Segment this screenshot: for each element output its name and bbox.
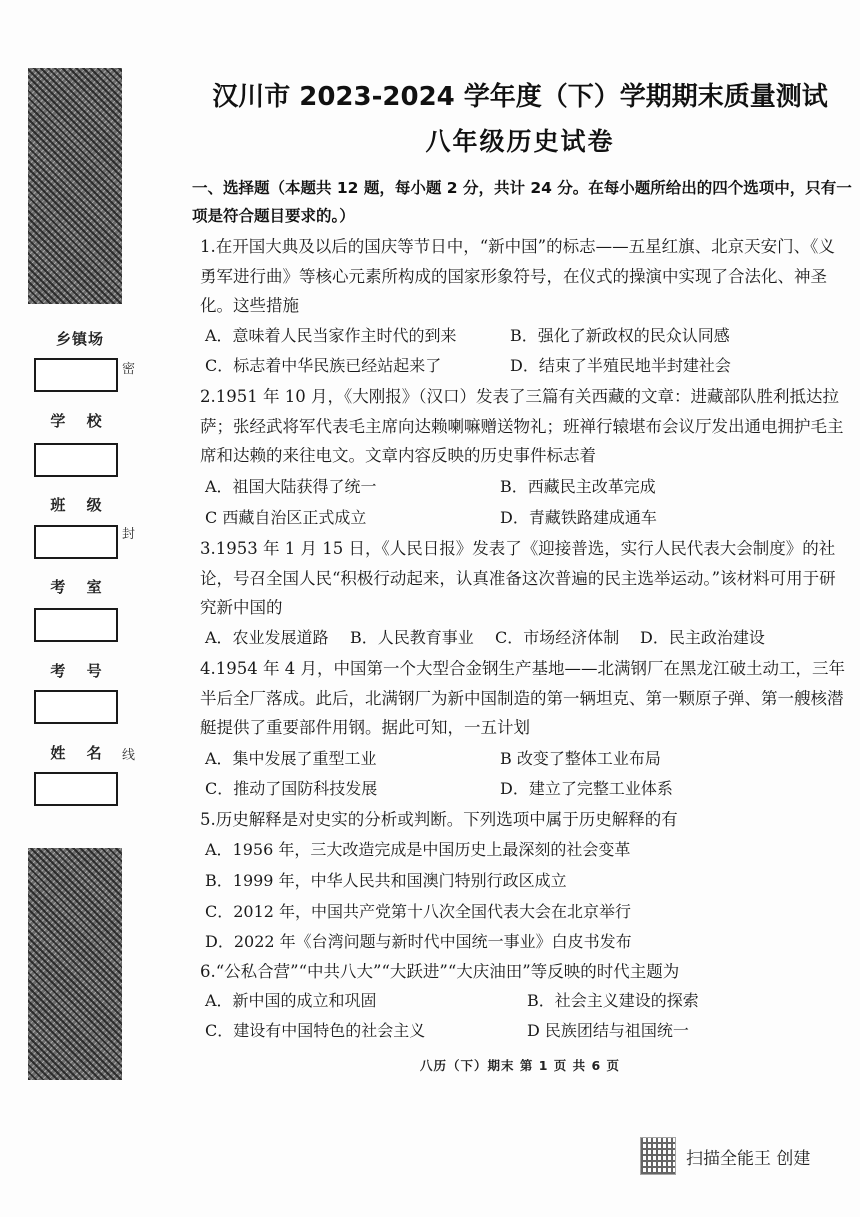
question-5-option-c[interactable]: C．2012 年，中国共产党第十八次全国代表大会在北京举行 (205, 902, 632, 921)
question-6-option-d[interactable]: D 民族团结与祖国统一 (527, 1021, 689, 1040)
question-6-option-a[interactable]: A．新中国的成立和巩固 (205, 991, 377, 1010)
question-4-option-b[interactable]: B 改变了整体工业布局 (500, 749, 661, 768)
question-2-option-a[interactable]: A．祖国大陆获得了统一 (205, 477, 377, 496)
field-box-class[interactable] (34, 525, 118, 559)
question-5-stem: 5.历史解释是对史实的分析或判断。下列选项中属于历史解释的有 (200, 810, 678, 829)
question-2-option-b[interactable]: B．西藏民主改革完成 (500, 477, 656, 496)
binding-hatch-top (28, 68, 122, 304)
question-5-option-a[interactable]: A．1956 年，三大改造完成是中国历史上最深刻的社会变革 (205, 840, 631, 859)
question-3-option-c[interactable]: C．市场经济体制 (495, 628, 620, 647)
question-4-stem: 4.1954 年 4 月，中国第一个大型合金钢生产基地——北满钢厂在黑龙江破土动工，三年半后全厂落成。此后，北满钢厂为新中国制造的第一辆坦克、第一颗原子弹、第一艘核潜艇提供了重要部件用钢。据此可知，一五计划 (200, 659, 845, 737)
exam-subtitle: 八年级历史试卷 (425, 127, 615, 156)
question-2-option-d[interactable]: D．青藏铁路建成通车 (500, 508, 657, 527)
question-2-stem: 2.1951 年 10 月，《大刚报》（汉口）发表了三篇有关西藏的文章：进藏部队胜利抵达拉萨；张经武将军代表毛主席向达赖喇嘛赠送物礼；班禅行辕堪布会议厅发出通电拥护毛主席和达赖的来往电文。文章内容反映的历史事件标志着 (200, 387, 844, 465)
question-4-option-a[interactable]: A．集中发展了重型工业 (205, 749, 377, 768)
field-box-room[interactable] (34, 608, 118, 642)
field-box-school[interactable] (34, 443, 118, 477)
field-label-name: 姓 名 (50, 744, 110, 762)
question-1-option-b[interactable]: B．强化了新政权的民众认同感 (510, 326, 730, 345)
question-3-option-b[interactable]: B．人民教育事业 (350, 628, 474, 647)
question-6-option-b[interactable]: B．社会主义建设的探索 (527, 991, 699, 1010)
question-2-option-c[interactable]: C 西藏自治区正式成立 (205, 508, 367, 527)
page-footer: 八历（下）期末 第 1 页 共 6 页 (419, 1058, 620, 1073)
question-5-option-b[interactable]: B．1999 年，中华人民共和国澳门特别行政区成立 (205, 871, 567, 890)
field-label-exam-number: 考 号 (50, 662, 110, 680)
question-1-stem: 1.在开国大典及以后的国庆等节日中，“新中国”的标志——五星红旗、北京天安门、《义勇军进行曲》等核心元素所构成的国家形象符号，在仪式的操演中实现了合法化、神圣化。这些措施 (200, 237, 835, 315)
field-box-exam-number[interactable] (34, 690, 118, 724)
question-3-stem: 3.1953 年 1 月 15 日，《人民日报》发表了《迎接普选，实行人民代表大会制度》的社论，号召全国人民“积极行动起来，认真准备这次普遍的民主选举运动。”该材料可用于研究新中国的 (200, 539, 836, 617)
seal-char-2: 封 (122, 527, 136, 542)
field-label-class: 班 级 (50, 496, 110, 514)
question-1-option-d[interactable]: D．结束了半殖民地半封建社会 (510, 356, 731, 375)
section-heading: 一、选择题（本题共 12 题，每小题 2 分，共计 24 分。在每小题所给出的四个选项中，只有一项是符合题目要求的。） (192, 179, 852, 225)
question-5-option-d[interactable]: D．2022 年《台湾问题与新时代中国统一事业》白皮书发布 (205, 932, 632, 951)
qr-code-icon (640, 1137, 676, 1175)
question-1-option-a[interactable]: A．意味着人民当家作主时代的到来 (205, 326, 457, 345)
seal-char-1: 密 (122, 362, 136, 377)
watermark-text: 扫描全能王 创建 (686, 1148, 811, 1169)
field-label-room: 考 室 (50, 578, 110, 596)
question-4-option-c[interactable]: C．推动了国防科技发展 (205, 779, 378, 798)
field-box-township[interactable] (34, 358, 118, 392)
question-3-option-a[interactable]: A．农业发展道路 (205, 628, 329, 647)
question-6-stem: 6.“公私合营”“中共八大”“大跃进”“大庆油田”等反映的时代主题为 (200, 962, 680, 981)
question-1-option-c[interactable]: C．标志着中华民族已经站起来了 (205, 356, 442, 375)
binding-hatch-bottom (28, 848, 122, 1080)
field-label-township: 乡镇场 (55, 330, 104, 348)
field-box-name[interactable] (34, 772, 118, 806)
exam-title: 汉川市 2023-2024 学年度（下）学期期末质量测试 (212, 82, 828, 112)
question-3-option-d[interactable]: D．民主政治建设 (640, 628, 765, 647)
question-6-option-c[interactable]: C．建设有中国特色的社会主义 (205, 1021, 426, 1040)
seal-char-3: 线 (122, 748, 136, 763)
field-label-school: 学 校 (50, 412, 110, 430)
scanner-watermark (640, 1136, 840, 1176)
question-4-option-d[interactable]: D．建立了完整工业体系 (500, 779, 673, 798)
